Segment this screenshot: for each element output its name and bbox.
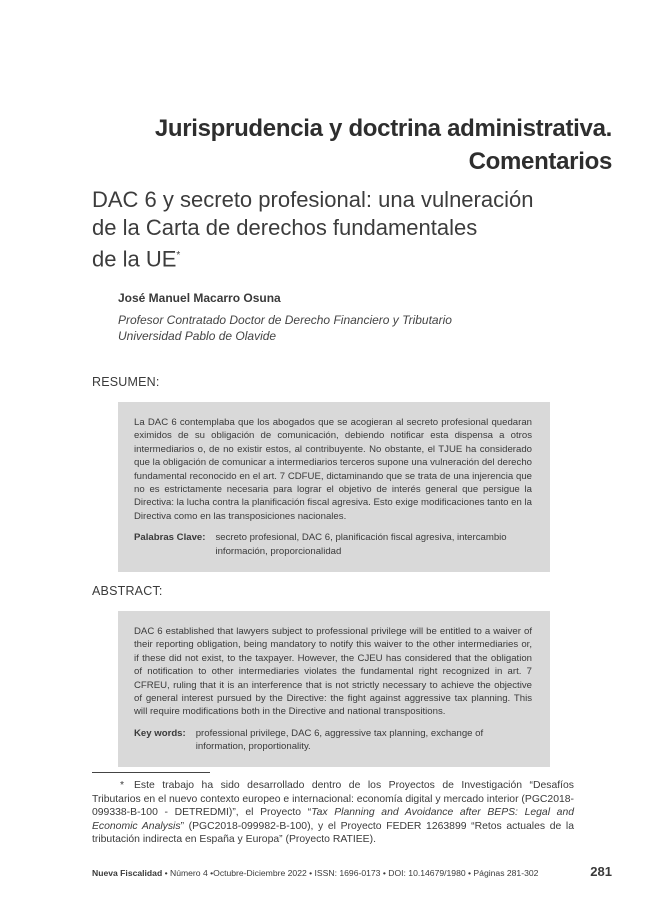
abstract-keywords [134, 727, 532, 754]
resumen-box [118, 402, 550, 572]
article-title-line: de la UE [92, 246, 177, 272]
abstract-box [118, 611, 550, 767]
section-title-line: Comentarios [468, 148, 612, 175]
article-title-line: de la Carta de derechos fundamentales [92, 215, 478, 240]
footnote-marker[interactable]: * [176, 250, 181, 261]
resumen-heading: RESUMEN: [92, 375, 160, 389]
section-title-line: Jurisprudencia y doctrina administrativa. [154, 115, 612, 142]
author-institution: Universidad Pablo de Olavide [118, 329, 277, 343]
resumen-keywords [134, 531, 532, 558]
footnote-rule [92, 772, 210, 773]
journal-details: • Número 4 •Octubre-Diciembre 2022 • ISSN: 1696-0173 • DOI: 10.14679/1980 • Páginas 281-302 [162, 868, 539, 878]
keywords-text: secreto profesional, DAC 6, planificación fiscal agresiva, intercambio información, proporcionalidad [215, 532, 507, 557]
keywords-label: Key words: [134, 727, 186, 739]
abstract-text: DAC 6 established that lawyers subject to professional privilege will be entitled to a waiver of their reporting obligation, being mandatory to notify this waiver to the other intermediaries or, if these did not exist, to the taxpayer. However, the CJEU has considered that the obligation of notification to other intermediaries violates the fundamental right recognized in art. 7 CFREU, ruling that it is an interference that is not strictly necessary to achieve the objective of general interest pursued by the Directive: the fight against aggressive tax planning. This will require modifications both in the Directive and national transpositions. [134, 626, 532, 718]
page-number: 281 [590, 864, 612, 879]
author-affiliation: Profesor Contratado Doctor de Derecho Financiero y Tributario [118, 313, 452, 327]
footnote [92, 779, 574, 847]
footnote-text: Este trabajo ha sido desarrollado dentro de los Proyectos de Investigación “Desafíos Tributarios en el nuevo contexto europeo e internacional: economía digital y mercado interior (PGC2018-099338-B-100 - DETREDMI)”, el Proyecto “ [92, 780, 574, 819]
article-title-line-last [92, 242, 572, 273]
abstract-heading: ABSTRACT: [92, 584, 163, 598]
resumen-text: La DAC 6 contemplaba que los abogados que se acogieran al secreto profesional quedaran eximidos de su obligación de comunicación, debiendo notificar esta dispensa a otros intermediarios o, de no existir estos, al contribuyente. No obstante, el TJUE ha considerado que la obligación de comunicar a intermediarios terceros supone una vulneración del derecho fundamental reconocido en el art. 7 CDFUE, dictaminando que se trata de una injerencia que no es estrictamente necesaria para lograr el objetivo de interés general que persigue la Directiva: la lucha contra la planificación fiscal agresiva. Esto exige modificaciones tanto en la Directiva como en las transposiciones nacionales. [134, 417, 532, 522]
footnote-text-end: ” (PGC2018-099982-B-100), y el Proyecto FEDER 1263899 “Retos actuales de la tributación indirecta en España y Europa” (Proyecto RATIEE). [92, 820, 574, 846]
keywords-text: professional privilege, DAC 6, aggressive tax planning, exchange of information, proportionality. [195, 727, 484, 753]
keywords-label: Palabras Clave: [134, 532, 206, 544]
author-name: José Manuel Macarro Osuna [118, 291, 281, 305]
footer [92, 868, 538, 878]
footnote-italic-title: Tax Planning and Avoidance after BEPS: Legal and Economic Analysis [92, 807, 575, 832]
footnote-star: * [119, 780, 124, 791]
article-title-line: DAC 6 y secreto profesional: una vulneración [92, 187, 534, 212]
article-title [92, 186, 572, 273]
section-title [52, 112, 612, 178]
journal-name: Nueva Fiscalidad [92, 868, 163, 878]
